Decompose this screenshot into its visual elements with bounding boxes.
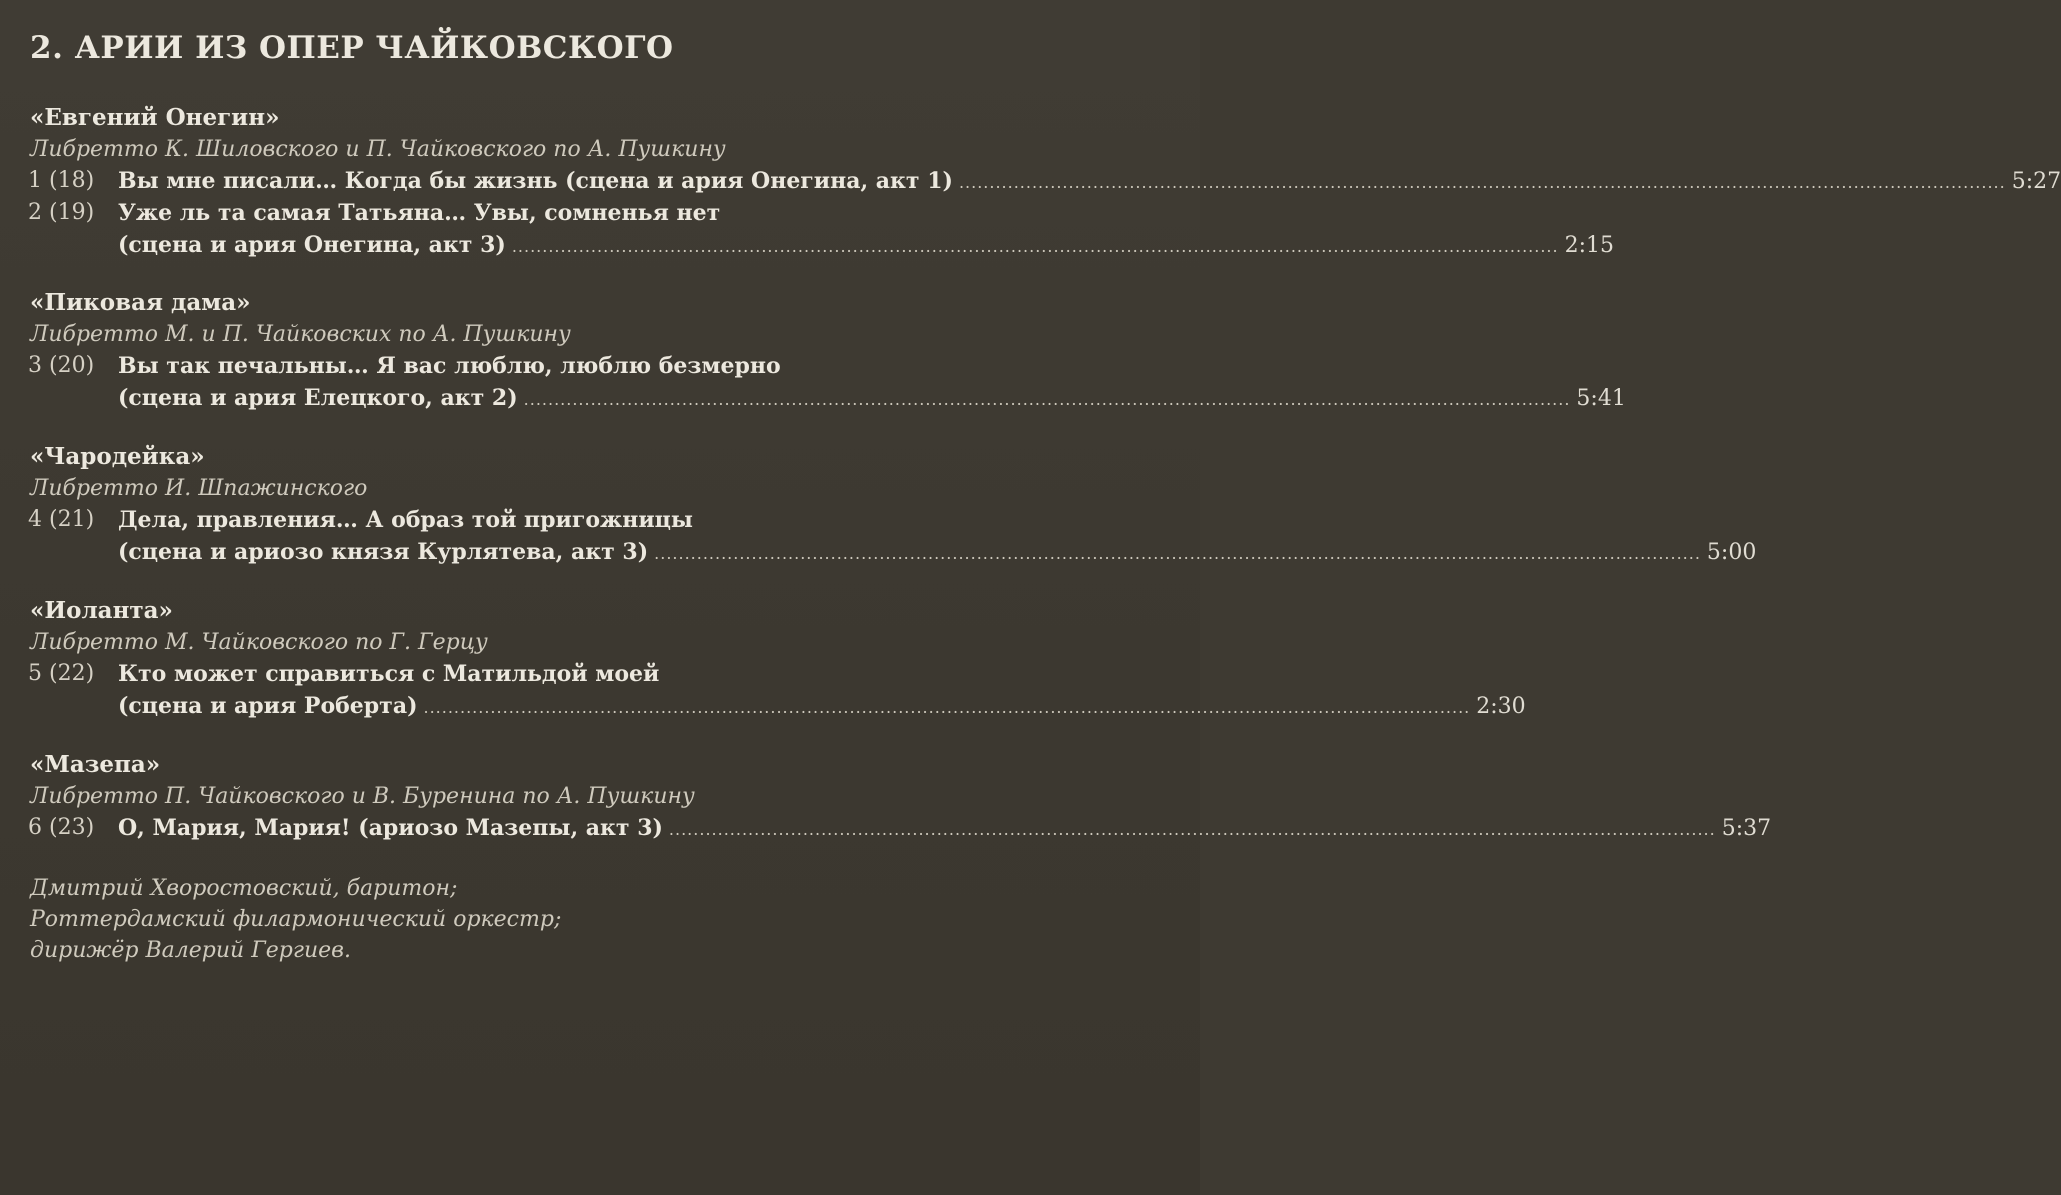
track-duration: 2:15 (1564, 233, 1614, 258)
track-row (30, 504, 1130, 536)
track-duration: 5:27 (2011, 169, 2061, 194)
track-number: 4 (21) (28, 507, 95, 532)
dot-leader: ............................................................................................................................................................................ (423, 698, 1471, 717)
opera-section (28, 749, 1772, 844)
track-number: 3 (20) (28, 353, 95, 378)
dot-leader: ............................................................................................................................................................................ (523, 390, 1571, 409)
opera-title: «Мазепа» (30, 751, 161, 778)
track-row-continuation (30, 536, 1757, 568)
dot-leader: ............................................................................................................................................................................ (511, 237, 1559, 256)
opera-section (28, 595, 1526, 722)
track-number: 5 (22) (28, 661, 95, 686)
credit-line: Роттердамский филармонический оркестр; (30, 907, 562, 932)
dot-leader: ............................................................................................................................................................................ (654, 544, 1701, 563)
track-subtitle: (сцена и ария Роберта) (118, 693, 418, 719)
credit-line: дирижёр Валерий Гергиев. (30, 938, 351, 963)
track-number: 1 (18) (28, 168, 95, 193)
opera-section (28, 102, 2061, 261)
opera-title: «Пиковая дама» (30, 289, 251, 316)
dot-leader: ............................................................................................................................................................................ (958, 173, 2006, 192)
track-row (28, 165, 2061, 197)
track-title: Кто может справиться с Матильдой моей (118, 661, 660, 687)
track-duration: 5:41 (1576, 386, 1626, 411)
track-row-continuation (30, 229, 1614, 261)
track-subtitle: (сцена и ариозо князя Курлятева, акт 3) (118, 539, 649, 565)
track-duration: 5:37 (1721, 816, 1772, 841)
track-title: О, Мария, Мария! (ариозо Мазепы, акт 3) (118, 815, 663, 841)
track-row (30, 197, 1130, 229)
track-duration: 2:30 (1476, 694, 1526, 719)
track-row (30, 658, 1130, 690)
track-row-continuation (30, 382, 1626, 414)
track-duration: 5:00 (1706, 540, 1757, 565)
track-number: 2 (19) (28, 200, 95, 225)
libretto-credit: Либретто П. Чайковского и В. Буренина по А. Пушкину (30, 784, 695, 809)
libretto-credit: Либретто К. Шиловского и П. Чайковского по А. Пушкину (30, 137, 726, 162)
track-row (30, 350, 1130, 382)
track-title: Дела, правления… А образ той пригожницы (118, 507, 693, 533)
track-subtitle: (сцена и ария Онегина, акт 3) (118, 232, 506, 258)
track-number: 6 (23) (28, 815, 95, 840)
track-row (28, 812, 1772, 844)
opera-section (28, 287, 1626, 414)
performer-credits (30, 873, 561, 966)
libretto-credit: Либретто М. и П. Чайковских по А. Пушкину (30, 322, 571, 347)
track-title: Уже ль та самая Татьяна… Увы, сомненья нет (118, 200, 721, 226)
opera-section (28, 441, 1757, 568)
track-subtitle: (сцена и ария Елецкого, акт 2) (118, 385, 518, 411)
track-title: Вы мне писали… Когда бы жизнь (сцена и ария Онегина, акт 1) (118, 168, 953, 194)
opera-title: «Иоланта» (30, 597, 173, 624)
libretto-credit: Либретто М. Чайковского по Г. Герцу (30, 630, 488, 655)
credit-line: Дмитрий Хворостовский, баритон; (30, 876, 458, 901)
track-row-continuation (30, 690, 1526, 722)
opera-title: «Евгений Онегин» (30, 104, 280, 131)
dot-leader: ............................................................................................................................................................................ (668, 820, 1716, 839)
page-title: 2. АРИИ ИЗ ОПЕР ЧАЙКОВСКОГО (30, 30, 674, 66)
track-title: Вы так печальны… Я вас люблю, люблю безмерно (118, 353, 781, 379)
opera-title: «Чародейка» (30, 443, 205, 470)
libretto-credit: Либретто И. Шпажинского (30, 476, 368, 501)
